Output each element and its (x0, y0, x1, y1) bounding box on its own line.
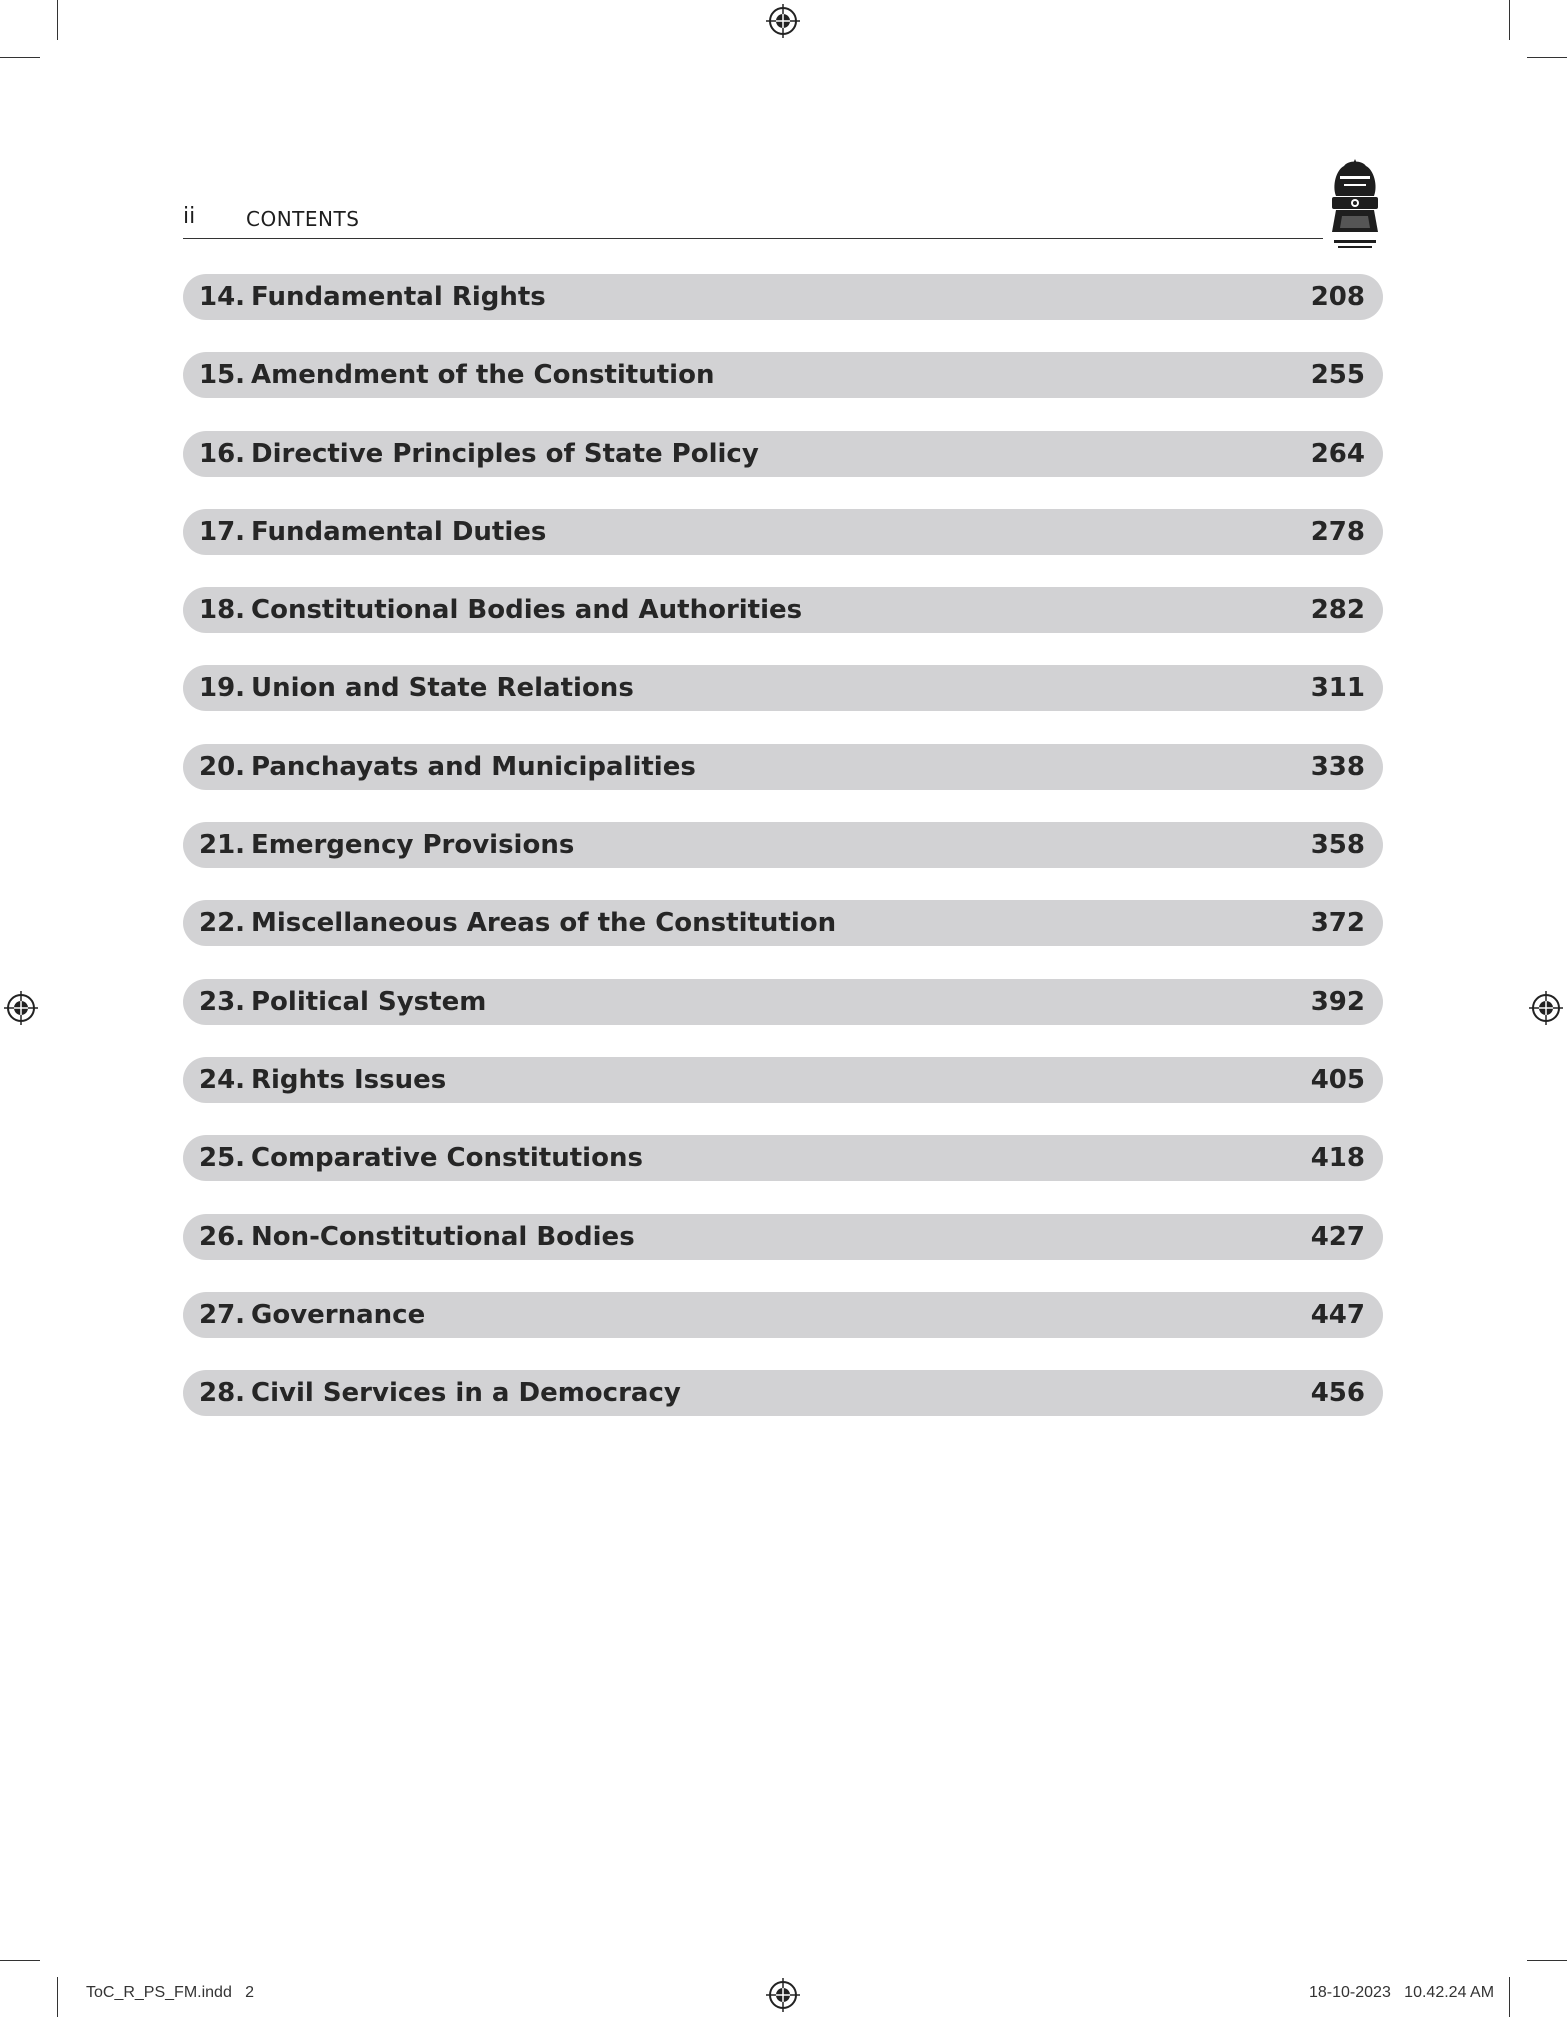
chapter-title: Amendment of the Constitution (251, 360, 715, 391)
running-title: CONTENTS (246, 207, 360, 231)
table-of-contents (183, 274, 1383, 1448)
chapter-title: Union and State Relations (251, 673, 634, 704)
page-number: 456 (1310, 1378, 1365, 1409)
crop-mark (0, 57, 40, 58)
page-number: 338 (1310, 751, 1365, 782)
chapter-number: 18. (199, 595, 246, 626)
chapter-number: 21. (199, 830, 246, 861)
page-number: 208 (1310, 282, 1365, 312)
chapter-title: Political System (251, 986, 487, 1017)
crop-mark (0, 1960, 40, 1961)
page-number: 418 (1310, 1143, 1365, 1174)
toc-entry[interactable] (183, 352, 1383, 398)
chapter-title: Rights Issues (251, 1064, 447, 1095)
chapter-number: 15. (199, 360, 246, 391)
chapter-number: 24. (199, 1064, 246, 1095)
chapter-number: 19. (199, 673, 246, 704)
chapter-title: Civil Services in a Democracy (251, 1378, 681, 1409)
chapter-number: 14. (199, 282, 246, 312)
crop-mark (1509, 0, 1510, 40)
chapter-number: 25. (199, 1143, 246, 1174)
toc-entry[interactable] (183, 822, 1383, 868)
toc-entry[interactable] (183, 665, 1383, 711)
toc-entry[interactable] (183, 587, 1383, 633)
page-number: 264 (1310, 438, 1365, 469)
chapter-number: 27. (199, 1299, 246, 1330)
national-emblem-icon (1322, 156, 1388, 256)
chapter-title: Non-Constitutional Bodies (251, 1221, 635, 1252)
toc-entry[interactable] (183, 1135, 1383, 1181)
running-header (183, 196, 1323, 239)
crop-mark (57, 1977, 58, 2017)
toc-entry[interactable] (183, 900, 1383, 946)
toc-entry[interactable] (183, 1057, 1383, 1103)
chapter-number: 17. (199, 516, 246, 547)
chapter-number: 26. (199, 1221, 246, 1252)
registration-mark-icon (766, 4, 800, 38)
chapter-title: Fundamental Duties (251, 516, 547, 547)
toc-entry[interactable] (183, 744, 1383, 790)
chapter-title: Panchayats and Municipalities (251, 751, 696, 782)
chapter-title: Fundamental Rights (251, 282, 546, 312)
page-number: 372 (1310, 908, 1365, 939)
chapter-number: 16. (199, 438, 246, 469)
toc-entry[interactable] (183, 1370, 1383, 1416)
page-folio: ii (183, 204, 196, 229)
chapter-title: Constitutional Bodies and Authorities (251, 595, 803, 626)
toc-entry[interactable] (183, 509, 1383, 555)
page-number: 278 (1310, 516, 1365, 547)
slug-filename: ToC_R_PS_FM.indd 2 (86, 1984, 255, 2001)
page-number: 447 (1310, 1299, 1365, 1330)
page-number: 358 (1310, 830, 1365, 861)
page-number: 392 (1310, 986, 1365, 1017)
crop-mark (1527, 1960, 1567, 1961)
slug-datetime: 18-10-2023 10.42.24 AM (1309, 1984, 1495, 2001)
page-number: 255 (1310, 360, 1365, 391)
crop-mark (57, 0, 58, 40)
chapter-title: Governance (251, 1299, 426, 1330)
chapter-number: 23. (199, 986, 246, 1017)
chapter-title: Miscellaneous Areas of the Constitution (251, 908, 837, 939)
registration-mark-icon (4, 991, 38, 1025)
chapter-title: Emergency Provisions (251, 830, 575, 861)
crop-mark (1527, 57, 1567, 58)
registration-mark-icon (1529, 991, 1563, 1025)
page-number: 427 (1310, 1221, 1365, 1252)
chapter-number: 20. (199, 751, 246, 782)
chapter-title: Comparative Constitutions (251, 1143, 643, 1174)
page-number: 282 (1310, 595, 1365, 626)
toc-entry[interactable] (183, 979, 1383, 1025)
page-number: 405 (1310, 1064, 1365, 1095)
chapter-number: 22. (199, 908, 246, 939)
toc-entry[interactable] (183, 431, 1383, 477)
toc-entry[interactable] (183, 1292, 1383, 1338)
toc-entry[interactable] (183, 1214, 1383, 1260)
chapter-number: 28. (199, 1378, 246, 1409)
chapter-title: Directive Principles of State Policy (251, 438, 759, 469)
crop-mark (1509, 1977, 1510, 2017)
toc-entry[interactable] (183, 274, 1383, 320)
registration-mark-icon (766, 1978, 800, 2012)
page-number: 311 (1310, 673, 1365, 704)
